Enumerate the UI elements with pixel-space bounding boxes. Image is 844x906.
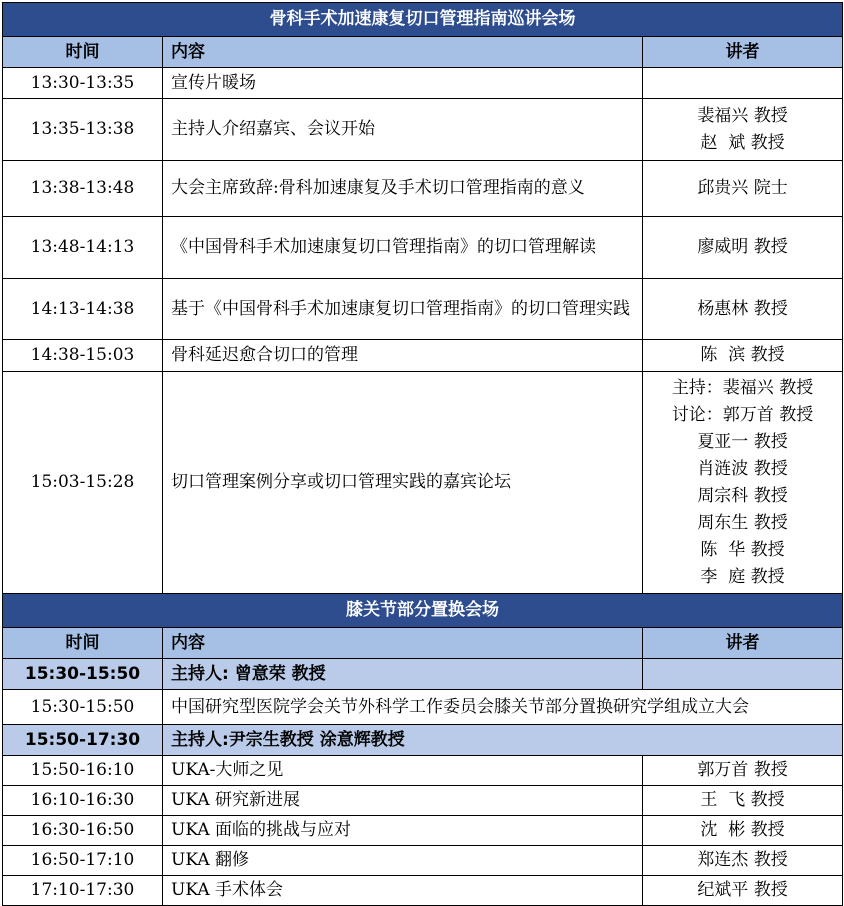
content-cell: UKA 手术体会 xyxy=(163,876,643,906)
table-row xyxy=(3,372,843,594)
schedule-table xyxy=(2,2,843,906)
time-cell: 17:10-17:30 xyxy=(3,876,163,906)
speaker-cell xyxy=(643,161,843,217)
table-row xyxy=(3,217,843,279)
time-cell: 16:30-16:50 xyxy=(3,816,163,846)
header-time: 时间 xyxy=(3,628,163,659)
content-cell: 大会主席致辞:骨科加速康复及手术切口管理指南的意义 xyxy=(163,161,643,217)
time-cell: 15:30-15:50 xyxy=(3,659,163,690)
speaker-name: 裴福兴 教授 xyxy=(697,105,788,126)
empty-cell xyxy=(643,659,843,690)
header-time: 时间 xyxy=(3,37,163,68)
table-row xyxy=(3,161,843,217)
header-content: 内容 xyxy=(163,37,643,68)
column-header-row xyxy=(3,628,843,659)
host-cell: 主持人: 曾意荣 教授 xyxy=(163,659,643,690)
host-row xyxy=(3,725,843,756)
table-row xyxy=(3,876,843,906)
speaker-name: 肖涟波 教授 xyxy=(697,458,788,479)
section-title-row xyxy=(3,594,843,628)
speaker-cell xyxy=(643,372,843,594)
time-cell: 13:38-13:48 xyxy=(3,161,163,217)
section-title-row xyxy=(3,3,843,37)
table-row xyxy=(3,816,843,846)
speaker-name: 廖威明 教授 xyxy=(697,237,788,257)
speaker-cell xyxy=(643,846,843,876)
content-cell: 宣传片暖场 xyxy=(163,68,643,99)
content-cell: 《中国骨科手术加速康复切口管理指南》的切口管理解读 xyxy=(163,217,643,279)
speaker-cell xyxy=(643,217,843,279)
speaker-name: 主持：裴福兴 教授 xyxy=(671,377,814,398)
time-cell: 15:50-16:10 xyxy=(3,756,163,786)
time-cell: 15:50-17:30 xyxy=(3,725,163,756)
speaker-cell xyxy=(643,756,843,786)
time-cell: 13:48-14:13 xyxy=(3,217,163,279)
speaker-name: 讨论：郭万首 教授 xyxy=(671,404,814,425)
time-cell: 15:03-15:28 xyxy=(3,372,163,594)
content-cell: UKA 研究新进展 xyxy=(163,786,643,816)
speaker-cell xyxy=(643,279,843,340)
table-row xyxy=(3,756,843,786)
speaker-name: 陈 滨 教授 xyxy=(700,345,785,365)
speaker-name: 李 庭 教授 xyxy=(700,566,785,587)
time-cell: 13:30-13:35 xyxy=(3,68,163,99)
header-content: 内容 xyxy=(163,628,643,659)
content-cell: 主持人介绍嘉宾、会议开始 xyxy=(163,99,643,161)
speaker-name: 邱贵兴 院士 xyxy=(697,178,788,198)
table-row xyxy=(3,68,843,99)
speaker-cell xyxy=(643,786,843,816)
time-cell: 16:50-17:10 xyxy=(3,846,163,876)
speaker-name: 陈 华 教授 xyxy=(700,539,785,560)
speaker-name: 周东生 教授 xyxy=(697,512,788,533)
host-row xyxy=(3,659,843,690)
section-title: 骨科手术加速康复切口管理指南巡讲会场 xyxy=(3,3,843,37)
section-title: 膝关节部分置换会场 xyxy=(3,594,843,628)
header-speaker: 讲者 xyxy=(643,37,843,68)
table-row xyxy=(3,99,843,161)
speaker-name: 郭万首 教授 xyxy=(697,760,788,780)
content-cell: UKA 翻修 xyxy=(163,846,643,876)
speaker-name: 纪斌平 教授 xyxy=(697,880,788,900)
speaker-cell xyxy=(643,340,843,372)
time-cell: 14:38-15:03 xyxy=(3,340,163,372)
speaker-name: 郑连杰 教授 xyxy=(697,850,788,870)
speaker-name: 赵 斌 教授 xyxy=(700,132,785,153)
time-cell: 16:10-16:30 xyxy=(3,786,163,816)
content-cell: 中国研究型医院学会关节外科学工作委员会膝关节部分置换研究学组成立大会 xyxy=(163,690,843,725)
content-cell: 切口管理案例分享或切口管理实践的嘉宾论坛 xyxy=(163,372,643,594)
table-row xyxy=(3,340,843,372)
table-row xyxy=(3,786,843,816)
table-row xyxy=(3,846,843,876)
speaker-cell xyxy=(643,816,843,846)
speaker-cell xyxy=(643,99,843,161)
time-cell: 15:30-15:50 xyxy=(3,690,163,725)
content-cell: UKA-大师之见 xyxy=(163,756,643,786)
table-row xyxy=(3,279,843,340)
column-header-row xyxy=(3,37,843,68)
speaker-name: 王 飞 教授 xyxy=(700,790,785,810)
content-cell: 骨科延迟愈合切口的管理 xyxy=(163,340,643,372)
time-cell: 13:35-13:38 xyxy=(3,99,163,161)
content-cell: 基于《中国骨科手术加速康复切口管理指南》的切口管理实践 xyxy=(163,279,643,340)
header-speaker: 讲者 xyxy=(643,628,843,659)
speaker-name: 周宗科 教授 xyxy=(697,485,788,506)
content-cell: UKA 面临的挑战与应对 xyxy=(163,816,643,846)
table-row xyxy=(3,690,843,725)
host-cell: 主持人:尹宗生教授 涂意辉教授 xyxy=(163,725,843,756)
time-cell: 14:13-14:38 xyxy=(3,279,163,340)
speaker-name: 杨惠林 教授 xyxy=(697,298,788,319)
speaker-cell xyxy=(643,876,843,906)
speaker-cell xyxy=(643,68,843,99)
speaker-name: 夏亚一 教授 xyxy=(697,431,788,452)
speaker-name: 沈 彬 教授 xyxy=(700,820,785,840)
